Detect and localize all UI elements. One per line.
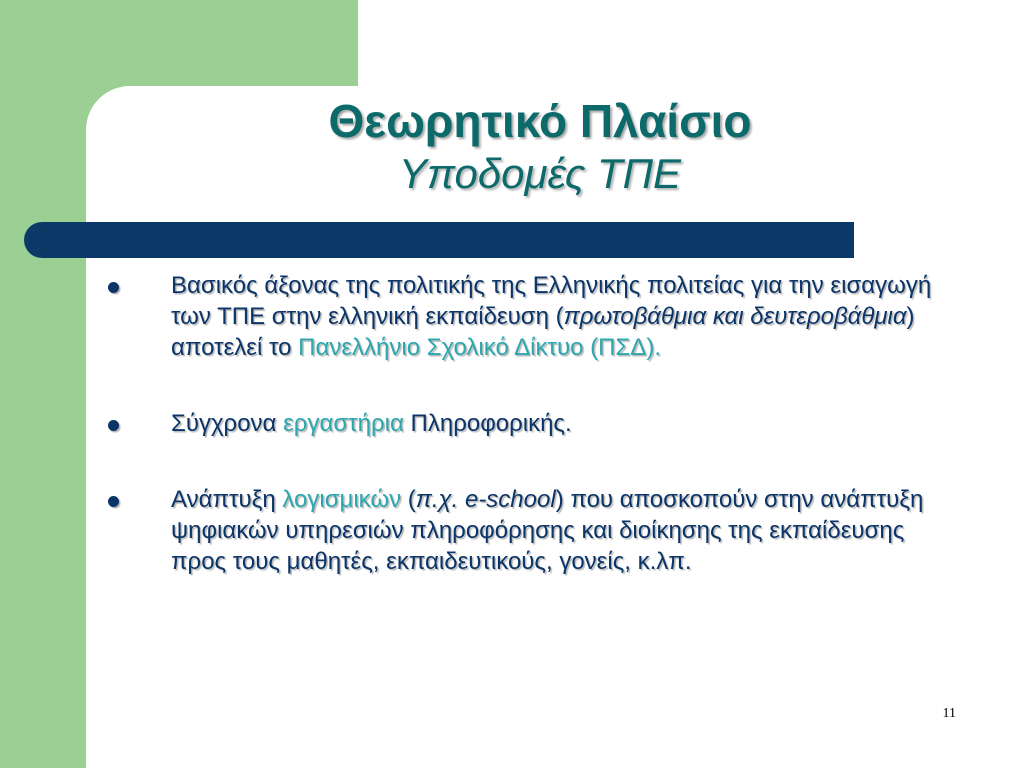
bullet-text: ) που αποσκοπούν στην ανάπτυξη ψηφιακών υπηρεσιών πληροφόρησης και διοίκησης της εκπαίδευσης προς τους μαθητές, εκπαιδευτικούς, γονείς, κ.λπ. bbox=[171, 486, 924, 575]
bullet-text: Σύγχρονα bbox=[171, 410, 284, 437]
highlight-term: Πανελλήνιο Σχολικό Δίκτυο (ΠΣΔ) bbox=[298, 334, 655, 361]
bullet-text: ( bbox=[401, 486, 416, 513]
page-number: 11 bbox=[942, 706, 956, 721]
bullet-icon bbox=[108, 420, 119, 431]
bullet-text: Βασικός άξονας της πολιτικής της Ελληνικής πολιτείας για την εισαγωγή των ΤΠΕ στην ελληνική εκπαίδευση ( bbox=[171, 272, 932, 330]
highlight-term: λογισμικών bbox=[282, 486, 402, 513]
bullet-item bbox=[100, 484, 960, 577]
bullet-text: Ανάπτυξη bbox=[171, 486, 283, 513]
bullet-icon bbox=[108, 496, 119, 507]
bullet-text: ) αποτελεί το bbox=[171, 303, 915, 361]
slide-title: Θεωρητικό Πλαίσιο bbox=[328, 95, 752, 147]
title-divider-bar bbox=[24, 222, 854, 258]
top-decor-strip bbox=[0, 0, 358, 86]
slide-subtitle: Υποδομές ΤΠΕ bbox=[398, 150, 682, 197]
highlight-term: εργαστήρια bbox=[283, 410, 404, 437]
bullet-icon bbox=[108, 282, 119, 293]
bullet-item bbox=[100, 270, 960, 363]
bullet-item bbox=[100, 408, 960, 439]
bullet-text-italic: π.χ. e-school bbox=[415, 486, 556, 513]
bullet-text: Πληροφορικής. bbox=[403, 410, 572, 437]
bullet-text: . bbox=[654, 334, 661, 361]
bullet-list bbox=[100, 270, 960, 577]
bullet-text-italic: πρωτοβάθμια και δευτεροβάθμια bbox=[563, 303, 907, 330]
left-decor-strip bbox=[0, 0, 86, 768]
